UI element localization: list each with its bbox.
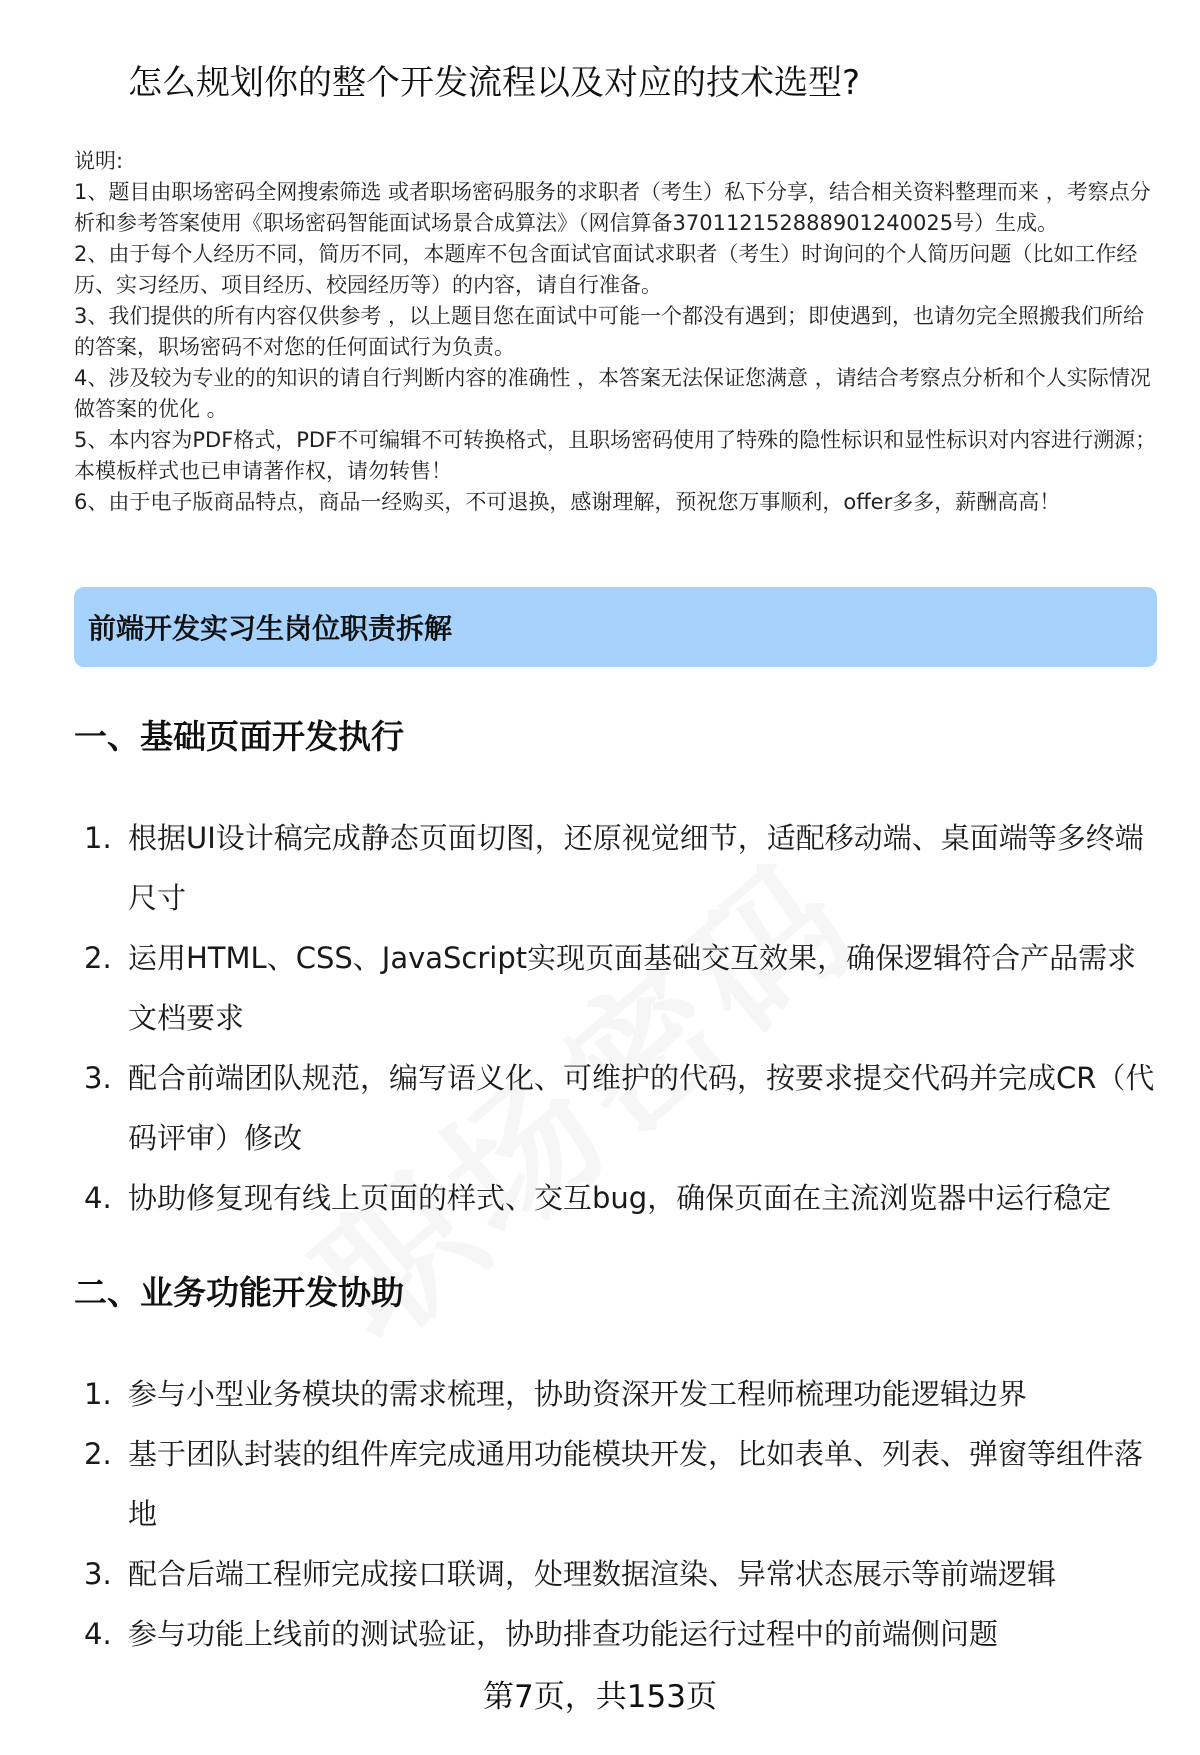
banner-title: 前端开发实习生岗位职责拆解 <box>88 612 453 645</box>
note-item: 4、涉及较为专业的的知识的请自行判断内容的准确性 ，本答案无法保证您满意 ，请结合考察点分析和个人实际情况做答案的优化 。 <box>74 366 1151 421</box>
item-text: 运用HTML、CSS、JavaScript实现页面基础交互效果，确保逻辑符合产品需求文档要求 <box>128 941 1137 1035</box>
note-item: 1、题目由职场密码全网搜索筛选 或者职场密码服务的求职者（考生）私下分享，结合相关资料整理而来 ，考察点分析和参考答案使用《职场密码智能面试场景合成算法》（网信算备370112152888901240025号）生成。 <box>74 180 1151 235</box>
item-text: 配合前端团队规范，编写语义化、可维护的代码，按要求提交代码并完成CR（代码评审）修改 <box>128 1061 1155 1155</box>
notes-title: 说明: <box>74 149 124 173</box>
item-text: 参与功能上线前的测试验证，协助排查功能运行过程中的前端侧问题 <box>128 1617 999 1651</box>
item-text: 配合后端工程师完成接口联调，处理数据渲染、异常状态展示等前端逻辑 <box>128 1557 1057 1591</box>
section-business-feature-dev <box>74 1268 1164 1664</box>
list-item <box>74 1604 1164 1664</box>
duty-list <box>74 808 1164 1228</box>
duty-list <box>74 1364 1164 1664</box>
item-number: 2. <box>84 941 112 975</box>
list-item <box>74 1544 1164 1604</box>
note-item: 2、由于每个人经历不同，简历不同，本题库不包含面试官面试求职者（考生）时询问的个人简历问题（比如工作经历、实习经历、项目经历、校园经历等）的内容，请自行准备。 <box>74 242 1138 297</box>
section-basic-page-dev <box>74 712 1164 1228</box>
list-item <box>74 928 1164 1048</box>
list-item <box>74 808 1164 928</box>
note-item: 3、我们提供的所有内容仅供参考 ，以上题目您在面试中可能一个都没有遇到；即使遇到，也请勿完全照搬我们所给的答案，职场密码不对您的任何面试行为负责。 <box>74 304 1145 359</box>
item-number: 3. <box>84 1061 112 1095</box>
note-item: 6、由于电子版商品特点，商品一经购买，不可退换，感谢理解，预祝您万事顺利，offer多多，薪酬高高！ <box>74 490 1061 514</box>
item-number: 1. <box>84 821 112 855</box>
section-heading: 一、基础页面开发执行 <box>74 717 404 756</box>
section-heading: 二、业务功能开发协助 <box>74 1273 404 1312</box>
item-number: 4. <box>84 1617 112 1651</box>
item-number: 3. <box>84 1557 112 1591</box>
notes-block <box>74 146 1159 518</box>
list-item <box>74 1168 1164 1228</box>
item-number: 4. <box>84 1181 112 1215</box>
item-text: 参与小型业务模块的需求梳理，协助资深开发工程师梳理功能逻辑边界 <box>128 1377 1028 1411</box>
item-text: 基于团队封装的组件库完成通用功能模块开发，比如表单、列表、弹窗等组件落地 <box>128 1437 1144 1531</box>
item-number: 2. <box>84 1437 112 1471</box>
list-item <box>74 1048 1164 1168</box>
section-banner <box>74 587 1157 667</box>
item-number: 1. <box>84 1377 112 1411</box>
interview-question: 怎么规划你的整个开发流程以及对应的技术选型? <box>128 63 861 103</box>
item-text: 根据UI设计稿完成静态页面切图，还原视觉细节，适配移动端、桌面端等多终端尺寸 <box>128 821 1144 915</box>
list-item <box>74 1364 1164 1424</box>
note-item: 5、本内容为PDF格式，PDF不可编辑不可转换格式，且职场密码使用了特殊的隐性标识和显性标识对内容进行溯源；本模板样式也已申请著作权，请勿转售！ <box>74 428 1157 483</box>
page-number: 第7页，共153页 <box>483 1679 717 1715</box>
item-text: 协助修复现有线上页面的样式、交互bug，确保页面在主流浏览器中运行稳定 <box>128 1181 1112 1215</box>
list-item <box>74 1424 1164 1544</box>
